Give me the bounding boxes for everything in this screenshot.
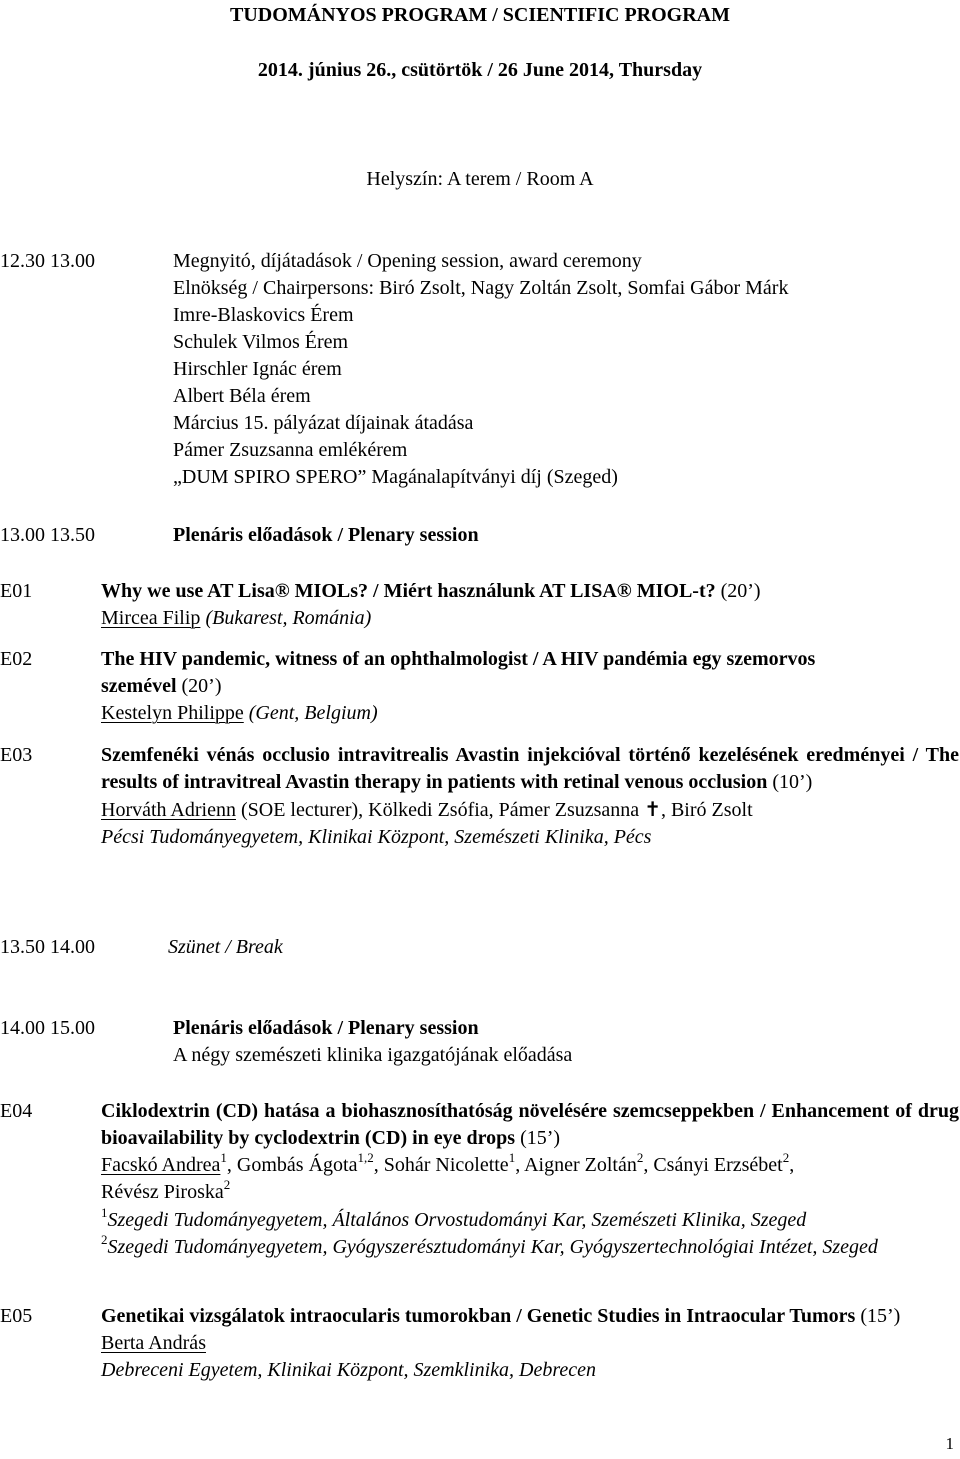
affiliation-index: 1,2 — [357, 1150, 374, 1166]
duration: (15’) — [860, 1305, 901, 1327]
session-title: Megnyitó, díjátadások / Opening session, award ceremony — [173, 250, 642, 272]
presenting-author: Mircea Filip — [101, 607, 201, 629]
affiliation-index: 1 — [508, 1150, 516, 1166]
affiliation-index: 2 — [223, 1177, 231, 1193]
abstract-e02 — [101, 646, 959, 727]
slot-time: 13.00 13.50 — [0, 524, 95, 546]
abstract-e04 — [101, 1098, 959, 1261]
presenting-author: Berta András — [101, 1332, 206, 1354]
abstract-code: E02 — [0, 648, 33, 670]
award-item: Hirschler Ignác érem — [173, 358, 342, 380]
break-label: Szünet / Break — [168, 936, 283, 958]
affiliation — [101, 1234, 959, 1261]
abstract-title: Ciklodextrin (CD) hatása a biohasznosíthatóság növelésére szemcseppekben / Enhancement of drug bioavailability by cyclodextrin (CD) in eye drops — [101, 1100, 959, 1149]
co-authors: (SOE lecturer), Kölkedi Zsófia, Pámer Zsuzsanna — [240, 799, 640, 821]
affiliation-index: 2 — [101, 1232, 108, 1248]
presenting-author: Facskó Andrea — [101, 1154, 221, 1176]
separator: , — [789, 1154, 795, 1176]
award-item: „DUM SPIRO SPERO” Magánalapítványi díj (Szeged) — [173, 466, 618, 488]
duration: (20’) — [181, 675, 222, 697]
affiliation-text: Szegedi Tudományegyetem, Általános Orvostudományi Kar, Szemészeti Klinika, Szeged — [107, 1209, 807, 1231]
abstract-code: E01 — [0, 580, 33, 602]
abstract-title: Szemfenéki vénás occlusio intravitrealis Avastin injekcióval történő kezelésének eredményei / The results of intravitreal Avastin therapy in patients with retinal venous occlusion — [101, 744, 959, 793]
award-item: Albert Béla érem — [173, 385, 311, 407]
plenary-session-2 — [173, 1015, 959, 1069]
award-item: Imre-Blaskovics Érem — [173, 304, 354, 326]
affiliation-index: 1 — [101, 1205, 108, 1221]
co-author: , Aigner Zoltán — [515, 1154, 637, 1176]
abstract-title: The HIV pandemic, witness of an ophthalmologist / A HIV pandémia egy szemorvos — [101, 648, 816, 670]
session-title: Plenáris előadások / Plenary session — [173, 524, 479, 546]
presenting-author: Kestelyn Philippe — [101, 702, 244, 724]
abstract-title: Why we use AT Lisa® MIOLs? / Miért használunk AT LISA® MIOL-t? — [101, 580, 716, 602]
opening-session — [173, 248, 959, 491]
affiliation-index: 1 — [220, 1150, 227, 1166]
session-subtitle: A négy szemészeti klinika igazgatójának előadása — [173, 1044, 573, 1066]
co-author: , Csányi Erzsébet — [643, 1154, 783, 1176]
abstract-title-cont: szemével — [101, 675, 177, 697]
co-authors-cont: , Biró Zsolt — [660, 799, 753, 821]
abstract-e05 — [101, 1303, 959, 1384]
presenting-author: Horváth Adrienn — [101, 799, 236, 821]
slot-time: 14.00 15.00 — [0, 1017, 95, 1039]
abstract-code: E04 — [0, 1100, 33, 1122]
program-date: 2014. június 26., csütörtök / 26 June 2014, Thursday — [257, 59, 703, 81]
abstract-code: E03 — [0, 744, 33, 766]
venue: Helyszín: A terem / Room A — [366, 168, 594, 190]
affiliation-index: 2 — [636, 1150, 644, 1166]
affiliation-text: Szegedi Tudományegyetem, Gyógyszerésztudományi Kar, Gyógyszertechnológiai Intézet, Szeged — [107, 1236, 878, 1258]
affiliation — [101, 1207, 959, 1234]
co-author: Révész Piroska — [101, 1181, 224, 1203]
session-title: Plenáris előadások / Plenary session — [173, 1017, 479, 1039]
program-title: TUDOMÁNYOS PROGRAM / SCIENTIFIC PROGRAM — [230, 4, 730, 26]
co-author: , Sohár Nicolette — [373, 1154, 509, 1176]
award-item: Pámer Zsuzsanna emlékérem — [173, 439, 408, 461]
affiliation-index: 2 — [782, 1150, 790, 1166]
slot-time: 13.50 14.00 — [0, 936, 95, 958]
affiliation: Debreceni Egyetem, Klinikai Központ, Szemklinika, Debrecen — [101, 1359, 597, 1381]
abstract-code: E05 — [0, 1305, 33, 1327]
abstract-title: Genetikai vizsgálatok intraocularis tumorokban / Genetic Studies in Intraocular Tumors — [101, 1305, 856, 1327]
abstract-e03 — [101, 742, 959, 851]
award-item: Március 15. pályázat díjainak átadása — [173, 412, 474, 434]
duration: (10’) — [772, 771, 813, 793]
chairpersons: Elnökség / Chairpersons: Biró Zsolt, Nagy Zoltán Zsolt, Somfai Gábor Márk — [173, 277, 789, 299]
affiliation: (Bukarest, Románia) — [205, 607, 372, 629]
affiliation: Pécsi Tudományegyetem, Klinikai Központ, Szemészeti Klinika, Pécs — [101, 826, 652, 848]
affiliation: (Gent, Belgium) — [248, 702, 378, 724]
award-item: Schulek Vilmos Érem — [173, 331, 349, 353]
abstract-e01 — [101, 578, 959, 632]
co-author: , Gombás Ágota — [226, 1154, 358, 1176]
deceased-cross-icon: ✝ — [644, 797, 661, 821]
slot-time: 12.30 13.00 — [0, 250, 95, 272]
page-number: 1 — [945, 1434, 954, 1453]
duration: (15’) — [520, 1127, 561, 1149]
duration: (20’) — [720, 580, 761, 602]
